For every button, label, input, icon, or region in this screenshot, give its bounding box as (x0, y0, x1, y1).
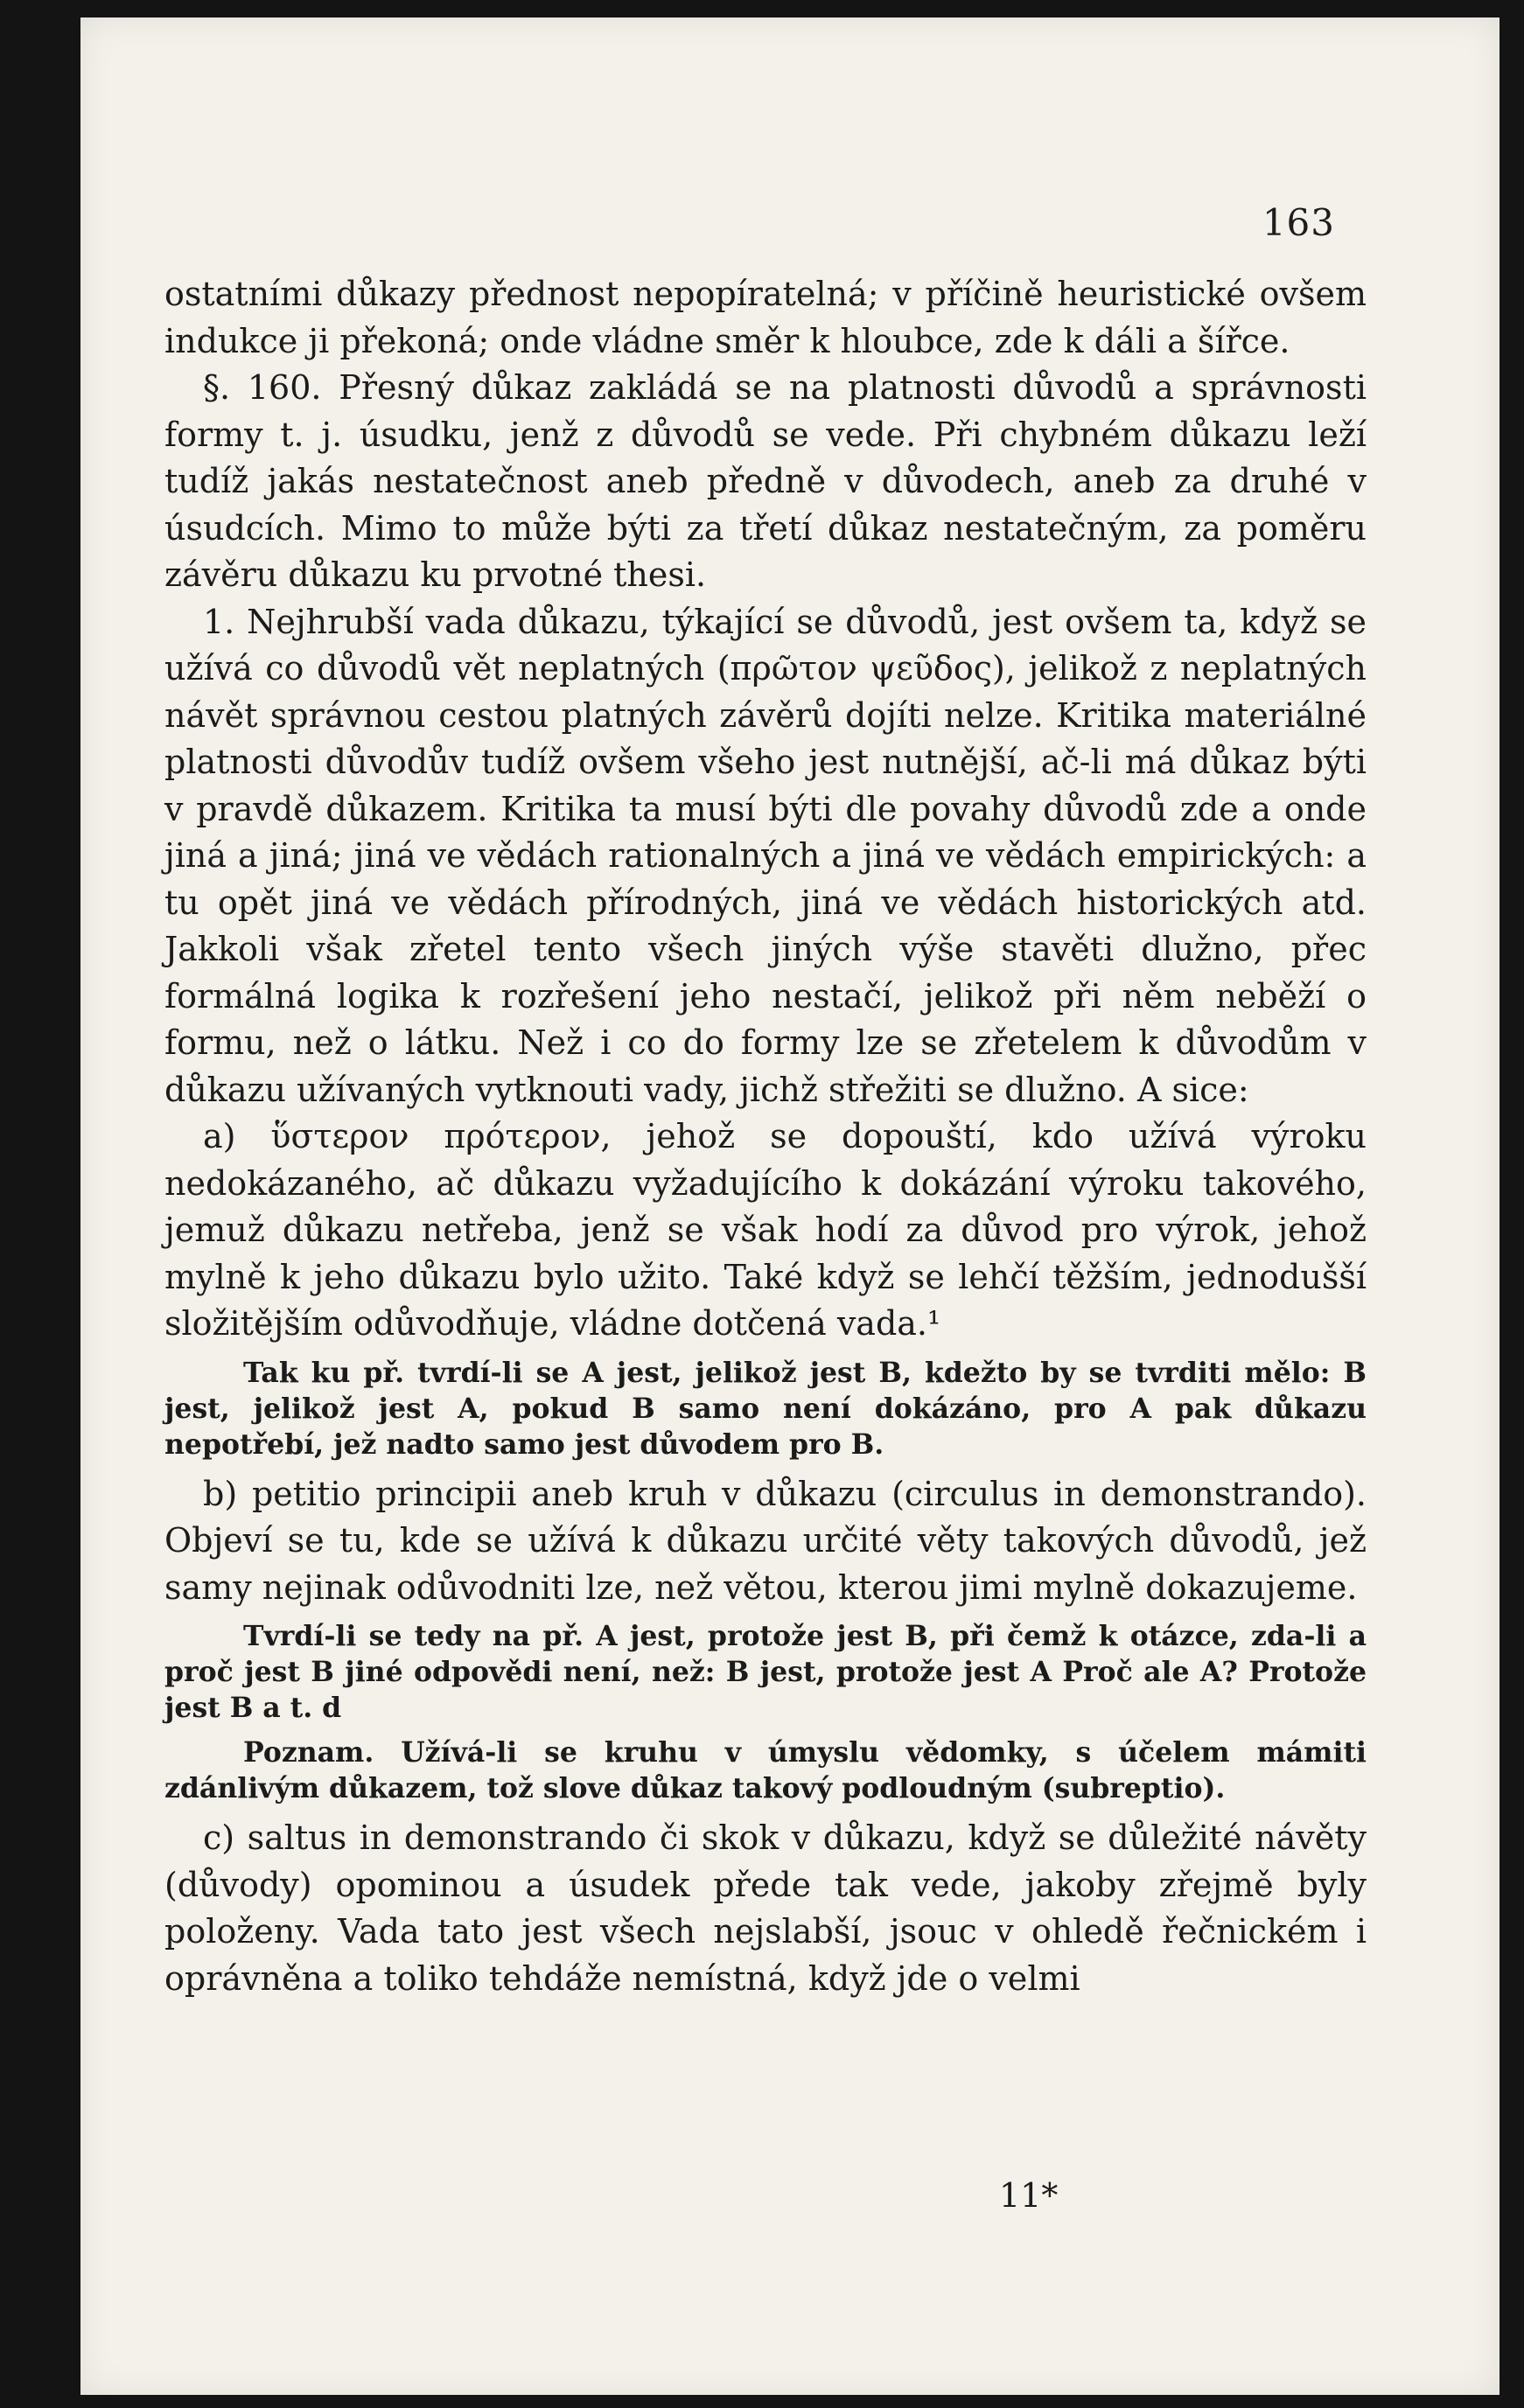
paragraph-point-b: b) petitio principii aneb kruh v důkazu (circulus in demonstrando). Objeví se tu, kde se užívá k důkazu určité věty takových důvodů, jež samy nejinak odůvodniti lze, než větou, kterou jimi mylně dokazujeme. (164, 1474, 1367, 1607)
signature-mark: 11* (999, 2176, 1059, 2215)
footnote-remark: Poznam. Užívá-li se kruhu v úmyslu vědomky, s účelem mámiti zdánlivým důkazem, tož slove důkaz takový podloudným (subreptio). (164, 1736, 1367, 1804)
paragraph-point-c: c) saltus in demonstrando či skok v důkazu, když se důležité návěty (důvody) opominou a úsudek přede tak vede, jakoby zřejmě byly položeny. Vada tato jest všech nejslabší, jsouc v ohledě řečnickém i oprávněna a toliko tehdáže nemístná, když jde o velmi (164, 1818, 1367, 1998)
page-text (164, 271, 1367, 2002)
paragraph-point-1: 1. Nejhrubší vada důkazu, týkající se důvodů, jest ovšem ta, když se užívá co důvodů vět neplatných (πρῶτον ψεῦδος), jelikož z neplatných návět správnou cestou platných závěrů dojíti nelze. Kritika materiálné platnosti důvodův tudíž ovšem všeho jest nutnější, ač-li má důkaz býti v pravdě důkazem. Kritika ta musí býti dle povahy důvodů zde a onde jiná a jiná; jiná ve vědách rationalných a jiná ve vědách empirických: a tu opět jiná ve vědách přírodných, jiná ve vědách historických atd. Jakkoli však zřetel tento všech jiných výše stavěti dlužno, přec formálná logika k rozřešení jeho nestačí, jelikož při něm neběží o formu, než o látku. Než i co do formy lze se zřetelem k důvodům v důkazu užívaných vytknouti vady, jichž střežiti se dlužno. A sice: (164, 602, 1367, 1109)
book-page (80, 17, 1500, 2395)
paragraph-section-160: §. 160. Přesný důkaz zakládá se na platnosti důvodů a správnosti formy t. j. úsudku, jenž z důvodů se vede. Při chybném důkazu leží tudíž jakás nestatečnost aneb předně v důvodech, aneb za druhé v úsudcích. Mimo to může býti za třetí důkaz nestatečným, za poměru závěru důkazu ku prvotné thesi. (164, 368, 1367, 594)
footnote-example-a: Tak ku př. tvrdí-li se A jest, jelikož jest B, kdežto by se tvrditi mělo: B jest, jelikož jest A, pokud B samo není dokázáno, pro A pak důkazu nepotřebí, jež nadto samo jest důvodem pro B. (164, 1356, 1367, 1461)
paragraph-point-a: a) ὕστερον πρότερον, jehož se dopouští, kdo užívá výroku nedokázaného, ač důkazu vyžadujícího k dokázání výroku takového, jemuž důkazu netřeba, jenž se však hodí za důvod pro výrok, jehož mylně k jeho důkazu bylo užito. Také když se lehčí těžším, jednodušší složitějším odůvodňuje, vládne dotčená vada.¹ (164, 1117, 1367, 1343)
footnote-example-b: Tvrdí-li se tedy na př. A jest, protože jest B, při čemž k otázce, zda-li a proč jest B jiné odpovědi není, než: B jest, protože jest A Proč ale A? Protože jest B a t. d (164, 1620, 1367, 1724)
paragraph-intro: ostatními důkazy přednost nepopíratelná; v příčině heuristické ovšem indukce ji překoná; onde vládne směr k hloubce, zde k dáli a šířce. (164, 275, 1367, 360)
page-number: 163 (1262, 201, 1335, 244)
